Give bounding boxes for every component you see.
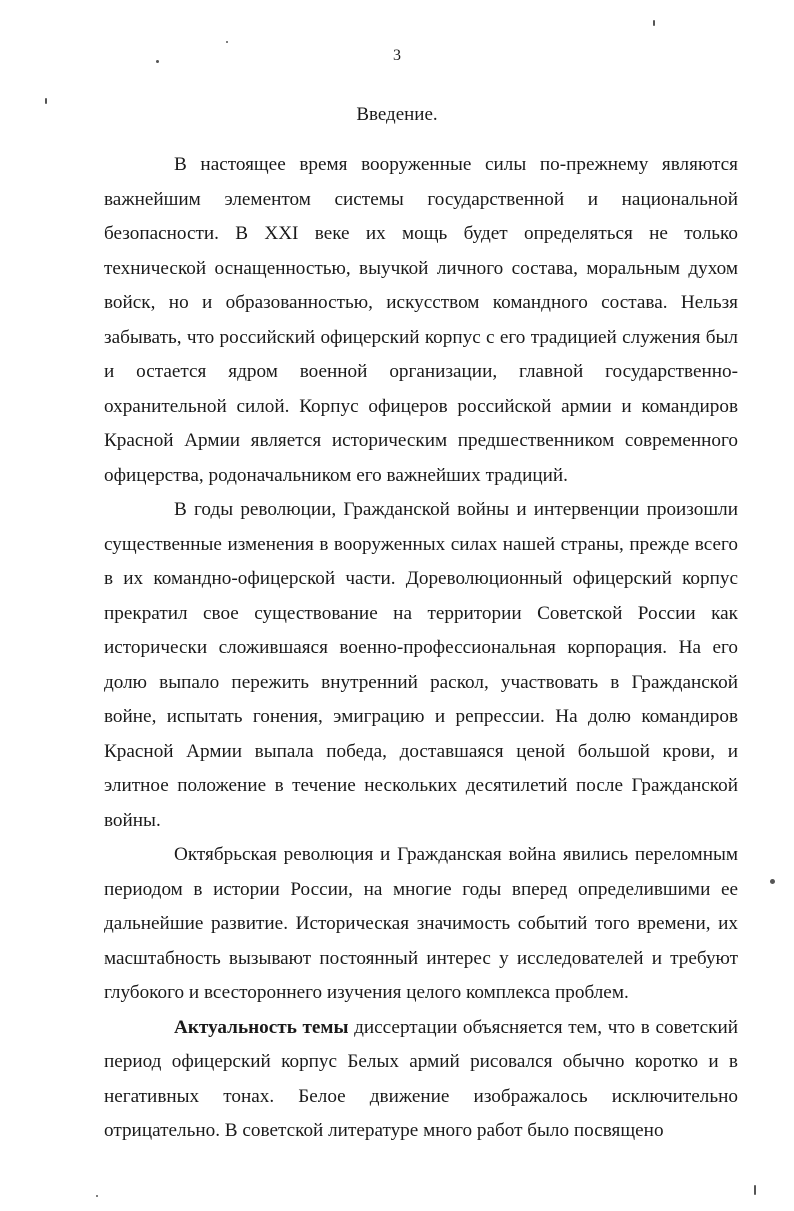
scan-speck bbox=[45, 98, 47, 104]
scan-speck bbox=[653, 20, 655, 26]
bold-lead: Актуальность темы bbox=[174, 1016, 349, 1038]
body-text bbox=[104, 148, 738, 1149]
scan-speck bbox=[770, 879, 775, 884]
section-heading: Введение. bbox=[356, 104, 438, 125]
scan-speck bbox=[96, 1195, 98, 1197]
paragraph-text: диссертации объясняется тем, что в советский период офицерский корпус Белых армий рисовался обычно коротко и в негативных тонах. Белое движение изображалось исключительно отрицательно. В советской литературе много работ было посвящено bbox=[104, 1016, 739, 1141]
paragraph: Октябрьская революция и Гражданская война явились переломным периодом в истории России, на многие годы вперед определившими ее дальнейшие развитие. Историческая значимость событий того времени, их масштабность вызывают постоянный интерес у исследователей и требуют глубокого и всестороннего изучения целого комплекса проблем. bbox=[104, 844, 738, 1003]
paragraph bbox=[104, 1011, 738, 1149]
paragraph: В годы революции, Гражданской войны и интервенции произошли существенные изменения в вооруженных силах нашей страны, прежде всего в их командно-офицерской части. Дореволюционный офицерский корпус прекратил свое существование на территории Советской России как исторически сложившаяся военно-профессиональная корпорация. На его долю выпало пережить внутренний раскол, участвовать в Гражданской войне, испытать гонения, эмиграцию и репрессии. На долю командиров Красной Армии выпала победа, доставшаяся ценой большой крови, и элитное положение в течение нескольких десятилетий после Гражданской войны. bbox=[104, 499, 738, 831]
page-number: 3 bbox=[393, 47, 401, 64]
scan-speck bbox=[156, 60, 159, 63]
paragraph: В настоящее время вооруженные силы по-прежнему являются важнейшим элементом системы государственной и национальной безопасности. В XXI веке их мощь будет определяться не только технической оснащенностью, выучкой личного состава, моральным духом войск, но и образованностью, искусством командного состава. Нельзя забывать, что российский офицерский корпус с его традицией служения был и остается ядром военной организации, главной государственно-охранительной силой. Корпус офицеров российской армии и командиров Красной Армии является историческим предшественником современного офицерства, родоначальником его важнейших традиций. bbox=[104, 154, 738, 486]
scan-speck bbox=[226, 41, 228, 43]
scan-speck bbox=[754, 1185, 756, 1195]
